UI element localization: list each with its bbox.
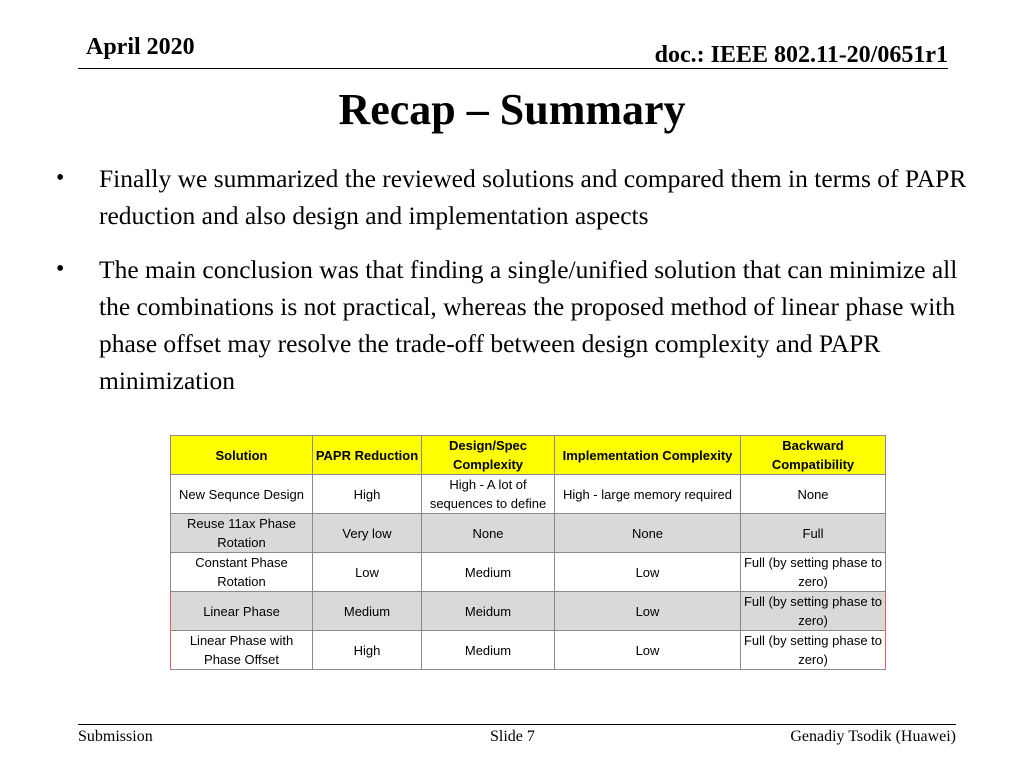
table-row [171, 514, 886, 553]
table-cell: None [422, 514, 555, 553]
table-cell: None [741, 475, 886, 514]
table-cell: Medium [313, 592, 422, 631]
table-cell: Linear Phase with Phase Offset [171, 631, 313, 670]
header-cell-backward-compatibility: Backward Compatibility [741, 436, 886, 475]
table-cell: High [313, 475, 422, 514]
table-cell: Full (by setting phase to zero) [741, 553, 886, 592]
footer-divider [78, 724, 956, 725]
table-cell: Medium [422, 553, 555, 592]
footer-author: Genadiy Tsodik (Huawei) [790, 728, 956, 745]
table-row [171, 631, 886, 670]
bullet-list [48, 160, 978, 416]
table-cell: Medium [422, 631, 555, 670]
footer-submission: Submission [78, 728, 153, 745]
table-row [171, 592, 886, 631]
bullet-text: Finally we summarized the reviewed solutions and compared them in terms of PAPR reduction and also design and implementation aspects [99, 164, 967, 230]
table-cell: Full (by setting phase to zero) [741, 631, 886, 670]
header-divider [78, 68, 948, 69]
footer-slide-number: Slide 7 [490, 728, 535, 745]
header-cell-papr-reduction: PAPR Reduction [313, 436, 422, 475]
table-cell: Full [741, 514, 886, 553]
table-cell: Reuse 11ax Phase Rotation [171, 514, 313, 553]
table-cell: Very low [313, 514, 422, 553]
bullet-text: The main conclusion was that finding a single/unified solution that can minimize all the combinations is not practical, whereas the proposed method of linear phase with phase offset may resolve the trade-off between design complexity and PAPR minimization [99, 255, 958, 395]
table-cell: Meidum [422, 592, 555, 631]
table-cell: High [313, 631, 422, 670]
comparison-table [170, 435, 886, 670]
table-row [171, 475, 886, 514]
header-cell-solution: Solution [171, 436, 313, 475]
table-row [171, 553, 886, 592]
table-cell: High - large memory required [555, 475, 741, 514]
table-cell: Low [313, 553, 422, 592]
bullet-item [48, 251, 978, 399]
table-header-row [171, 436, 886, 475]
header-doc-id: doc.: IEEE 802.11-20/0651r1 [654, 42, 948, 68]
table-cell: New Sequnce Design [171, 475, 313, 514]
bullet-marker: • [56, 165, 65, 191]
header-cell-implementation-complexity: Implementation Complexity [555, 436, 741, 475]
table-cell: Low [555, 592, 741, 631]
slide-title: Recap – Summary [338, 85, 686, 134]
bullet-marker: • [56, 256, 65, 282]
table-cell: Low [555, 631, 741, 670]
table-cell: High - A lot of sequences to define [422, 475, 555, 514]
table-cell: Full (by setting phase to zero) [741, 592, 886, 631]
header-date: April 2020 [86, 34, 195, 60]
bullet-item [48, 160, 978, 234]
table-cell: Low [555, 553, 741, 592]
header-cell-design-complexity: Design/Spec Complexity [422, 436, 555, 475]
table-cell: Linear Phase [171, 592, 313, 631]
table-cell: Constant Phase Rotation [171, 553, 313, 592]
table-cell: None [555, 514, 741, 553]
